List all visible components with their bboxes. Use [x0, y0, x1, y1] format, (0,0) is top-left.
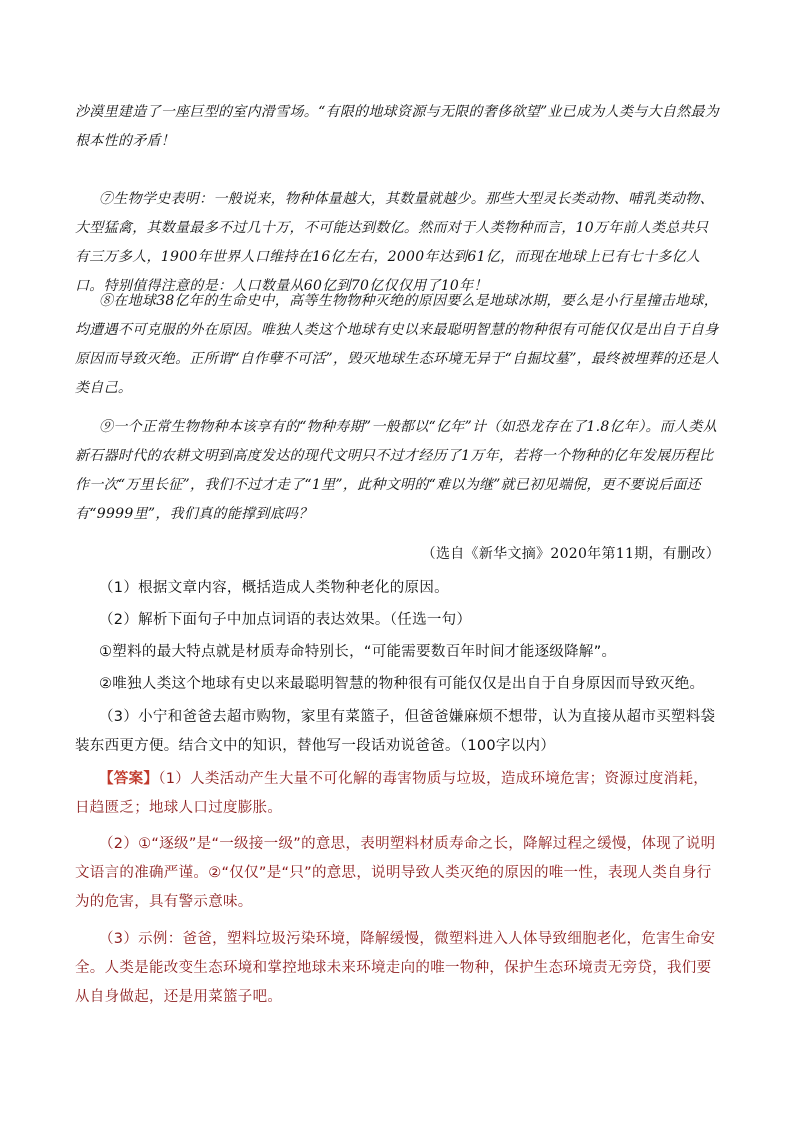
answer-1 — [75, 765, 720, 823]
passage-paragraph-9: ⑨一个正常生物物种本该享有的“物种寿期”一般都以“亿年”计（如恐龙存在了1.8亿年）。而人类从新石器时代的农耕文明到高度发达的现代文明只不过才经历了1万年，若将一个物种的亿年发展历程比作一次“万里长征”，我们不过才走了“1里”，此种文明的“难以为继”就已初见端倪，更不要说后面还有“9999里”，我们真的能撑到底吗？ — [75, 419, 717, 522]
answer-2: （2）①“逐级”是“一级接一级”的意思，表明塑料材质寿命之长，降解过程之缓慢，体现了说明文语言的准确严谨。②“仅仅”是“只”的意思，说明导致人类灭绝的原因的唯一性，表现人类自身行为的危害，具有警示意味。 — [75, 836, 716, 910]
passage-paragraph-7: ⑦生物学史表明：一般说来，物种体量越大，其数量就越少。那些大型灵长类动物、哺乳类动物、大型猛禽，其数量最多不过几十万，不可能达到数亿。然而对于人类物种而言，10万年前人类总共只有三万多人，1900年世界人口维持在16亿左右，2000年达到61亿，而现在地球上已有七十多亿人口。特别值得注意的是：人口数量从60亿到70亿仅仅用了10年！ — [75, 191, 714, 294]
passage-source: （选自《新华文摘》2020年第11期，有删改） — [421, 546, 720, 562]
answer-label: 【答案】 — [99, 771, 159, 787]
passage-paragraph-8: ⑧在地球38亿年的生命史中，高等生物物种灭绝的原因要么是地球冰期，要么是小行星撞击地球，均遭遇不可克服的外在原因。唯独人类这个地球有史以来最聪明智慧的物种很有可能仅仅是出自于自身原因而导致灭绝。正所谓“自作孽不可活”，毁灭地球生态环境无异于“自掘坟墓”，最终被埋葬的还是人类自己。 — [75, 293, 720, 396]
answer-3: （3）示例：爸爸，塑料垃圾污染环境，降解缓慢，微塑料进入人体导致细胞老化，危害生命安全。人类是能改变生态环境和掌控地球未来环境走向的唯一物种，保护生态环境责无旁贷，我们要从自身做起，还是用菜篮子吧。 — [75, 931, 716, 1005]
question-1: （1）根据文章内容，概括造成人类物种老化的原因。 — [99, 580, 449, 596]
question-2-option-2: ②唯独人类这个地球有史以来最聪明智慧的物种很有可能仅仅是出自于自身原因而导致灭绝。 — [99, 676, 705, 692]
question-3: （3）小宁和爸爸去超市购物，家里有菜篮子，但爸爸嫌麻烦不想带，认为直接从超市买塑料袋装东西更方便。结合文中的知识，替他写一段话劝说爸爸。（100字以内） — [75, 709, 716, 754]
answer-1-text: （1）人类活动产生大量不可化解的毒害物质与垃圾，造成环境危害；资源过度消耗，日趋匮乏；地球人口过度膨胀。 — [75, 771, 709, 816]
passage-paragraph-6-tail: 沙漠里建造了一座巨型的室内滑雪场。“有限的地球资源与无限的奢侈欲望”业已成为人类与大自然最为根本性的矛盾！ — [75, 104, 720, 149]
question-2: （2）解析下面句子中加点词语的表达效果。（任选一句） — [99, 612, 472, 628]
question-2-option-1: ①塑料的最大特点就是材质寿命特别长，“可能需要数百年时间才能逐级降解”。 — [99, 644, 617, 660]
